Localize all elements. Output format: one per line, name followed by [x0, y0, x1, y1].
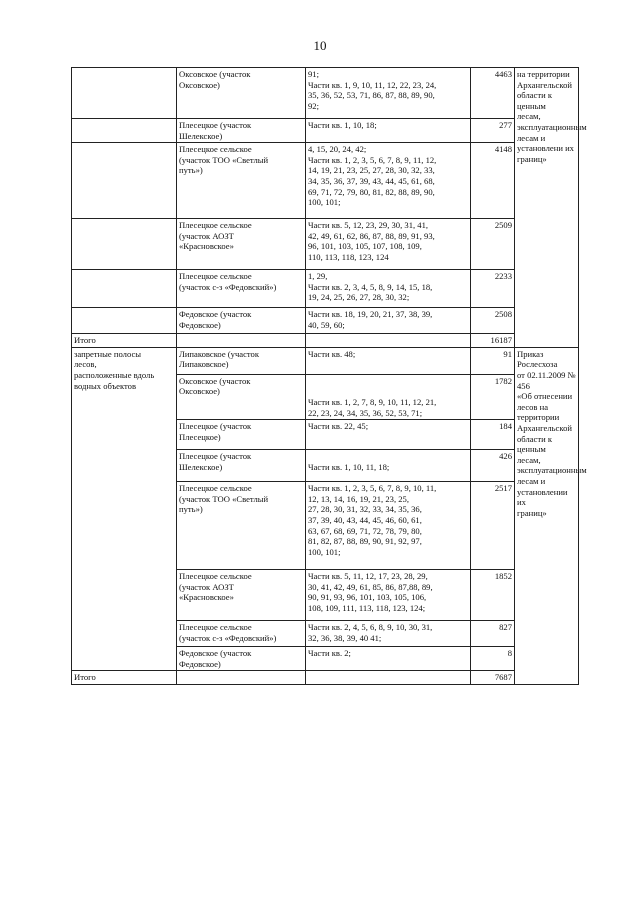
area-cell: 426: [471, 450, 515, 482]
district-cell: Оксовское (участок Оксовское): [177, 68, 306, 119]
area-cell: 2517: [471, 482, 515, 570]
total-row: [72, 334, 579, 348]
category-cell: [72, 219, 177, 270]
total-label: Итого: [72, 334, 177, 348]
category-cell: [72, 143, 177, 219]
quarters-cell: Части кв. 22, 45;: [306, 420, 471, 450]
district-cell: Федовское (участок Федовское): [177, 647, 306, 671]
district-cell: Плесецкое (участок Шелекское): [177, 450, 306, 482]
page-number: 10: [313, 38, 327, 53]
quarters-cell: 91; Части кв. 1, 9, 10, 11, 12, 22, 23, 24, 35, 36, 52, 53, 71, 86, 87, 88, 89, 90, 92;: [306, 68, 471, 119]
district-cell: Плесецкое сельское (участок АОЗТ «Красновское»: [177, 219, 306, 270]
area-cell: 4463: [471, 68, 515, 119]
category-cell: [72, 270, 177, 308]
table-row: [72, 219, 579, 270]
category-cell: запретные полосы лесов, расположенные вдоль водных объектов: [72, 347, 177, 671]
category-cell: [72, 308, 177, 334]
area-cell: 2233: [471, 270, 515, 308]
quarters-cell: Части кв. 2;: [306, 647, 471, 671]
quarters-cell: 1, 29, Части кв. 2, 3, 4, 5, 8, 9, 14, 15, 18, 19, 24, 25, 26, 27, 28, 30, 32;: [306, 270, 471, 308]
area-cell: 4148: [471, 143, 515, 219]
area-cell: 2509: [471, 219, 515, 270]
area-cell: 277: [471, 119, 515, 143]
district-cell: Плесецкое сельское (участок ТОО «Светлый путь»): [177, 143, 306, 219]
table-row: [72, 308, 579, 334]
district-cell: Оксовское (участок Оксовское): [177, 374, 306, 419]
quarters-cell: Части кв. 1, 10, 11, 18;: [306, 450, 471, 482]
quarters-cell: Части кв. 5, 12, 23, 29, 30, 31, 41, 42, 49, 61, 62, 86, 87, 88, 89, 91, 93, 96, 101, 103, 105, 107, 108, 109, 110, 113, 118, 123, 124: [306, 219, 471, 270]
area-cell: 1852: [471, 570, 515, 621]
category-cell: [72, 68, 177, 119]
total-area: 16187: [471, 334, 515, 348]
total-empty-cell: [177, 671, 306, 685]
total-empty-cell: [306, 334, 471, 348]
district-cell: Плесецкое (участок Шелекское): [177, 119, 306, 143]
table-row: [72, 119, 579, 143]
table-row: [72, 347, 579, 374]
total-empty-cell: [177, 334, 306, 348]
district-cell: Федовское (участок Федовское): [177, 308, 306, 334]
quarters-cell: Части кв. 1, 2, 3, 5, 6, 7, 8, 9, 10, 11, 12, 13, 14, 16, 19, 21, 23, 25, 27, 28, 30, 31, 32, 33, 34, 35, 36, 37, 39, 40, 43, 44, 45, 46, 60, 61, 63, 67, 68, 69, 71, 72, 78, 79, 80, 81, 82, 87, 88, 89, 90, 91, 92, 97, 100, 101;: [306, 482, 471, 570]
forest-allocation-table: [71, 67, 587, 685]
area-cell: 1782: [471, 374, 515, 419]
quarters-cell: 4, 15, 20, 24, 42; Части кв. 1, 2, 3, 5, 6, 7, 8, 9, 11, 12, 14, 19, 21, 23, 25, 27, 28, 30, 32, 33, 34, 35, 36, 37, 39, 43, 44, 45, 61, 68, 69, 71, 72, 79, 80, 81, 82, 88, 89, 90, 100, 101;: [306, 143, 471, 219]
quarters-cell: Части кв. 18, 19, 20, 21, 37, 38, 39, 40, 59, 60;: [306, 308, 471, 334]
legal-basis-cell: Приказ Рослесхоза от 02.11.2009 № 456 «Об отнесении лесов на территории Архангельской области к ценным лесам, эксплуатационным лесам и установлении их границ»: [515, 347, 579, 684]
legal-basis-cell: на территории Архангельской области к ценным лесам, эксплуатационным лесам и установлени их границ»: [515, 68, 579, 348]
area-cell: 8: [471, 647, 515, 671]
total-empty-cell: [306, 671, 471, 685]
category-cell: [72, 119, 177, 143]
district-cell: Плесецкое сельское (участок с-з «Федовский»): [177, 621, 306, 647]
quarters-cell: Части кв. 1, 2, 7, 8, 9, 10, 11, 12, 21, 22, 23, 24, 34, 35, 36, 52, 53, 71;: [306, 374, 471, 419]
area-cell: 91: [471, 347, 515, 374]
quarters-cell: Части кв. 2, 4, 5, 6, 8, 9, 10, 30, 31, 32, 36, 38, 39, 40 41;: [306, 621, 471, 647]
table-row: [72, 270, 579, 308]
total-row: [72, 671, 579, 685]
quarters-cell: Части кв. 1, 10, 18;: [306, 119, 471, 143]
total-area: 7687: [471, 671, 515, 685]
area-cell: 2508: [471, 308, 515, 334]
quarters-cell: Части кв. 5, 11, 12, 17, 23, 28, 29, 30, 41, 42, 49, 61, 85, 86, 87,88, 89, 90, 91, 93, 96, 101, 103, 105, 106, 108, 109, 111, 113, 118, 123, 124;: [306, 570, 471, 621]
quarters-cell: Части кв. 48;: [306, 347, 471, 374]
district-cell: Плесецкое сельское (участок АОЗТ «Красновское»: [177, 570, 306, 621]
district-cell: Плесецкое сельское (участок с-з «Федовский»): [177, 270, 306, 308]
district-cell: Плесецкое сельское (участок ТОО «Светлый путь»): [177, 482, 306, 570]
district-cell: Липаковское (участок Липаковское): [177, 347, 306, 374]
area-cell: 827: [471, 621, 515, 647]
table-row: [72, 143, 579, 219]
table-row: [72, 68, 579, 119]
area-cell: 184: [471, 420, 515, 450]
district-cell: Плесецкое (участок Плесецкое): [177, 420, 306, 450]
total-label: Итого: [72, 671, 177, 685]
